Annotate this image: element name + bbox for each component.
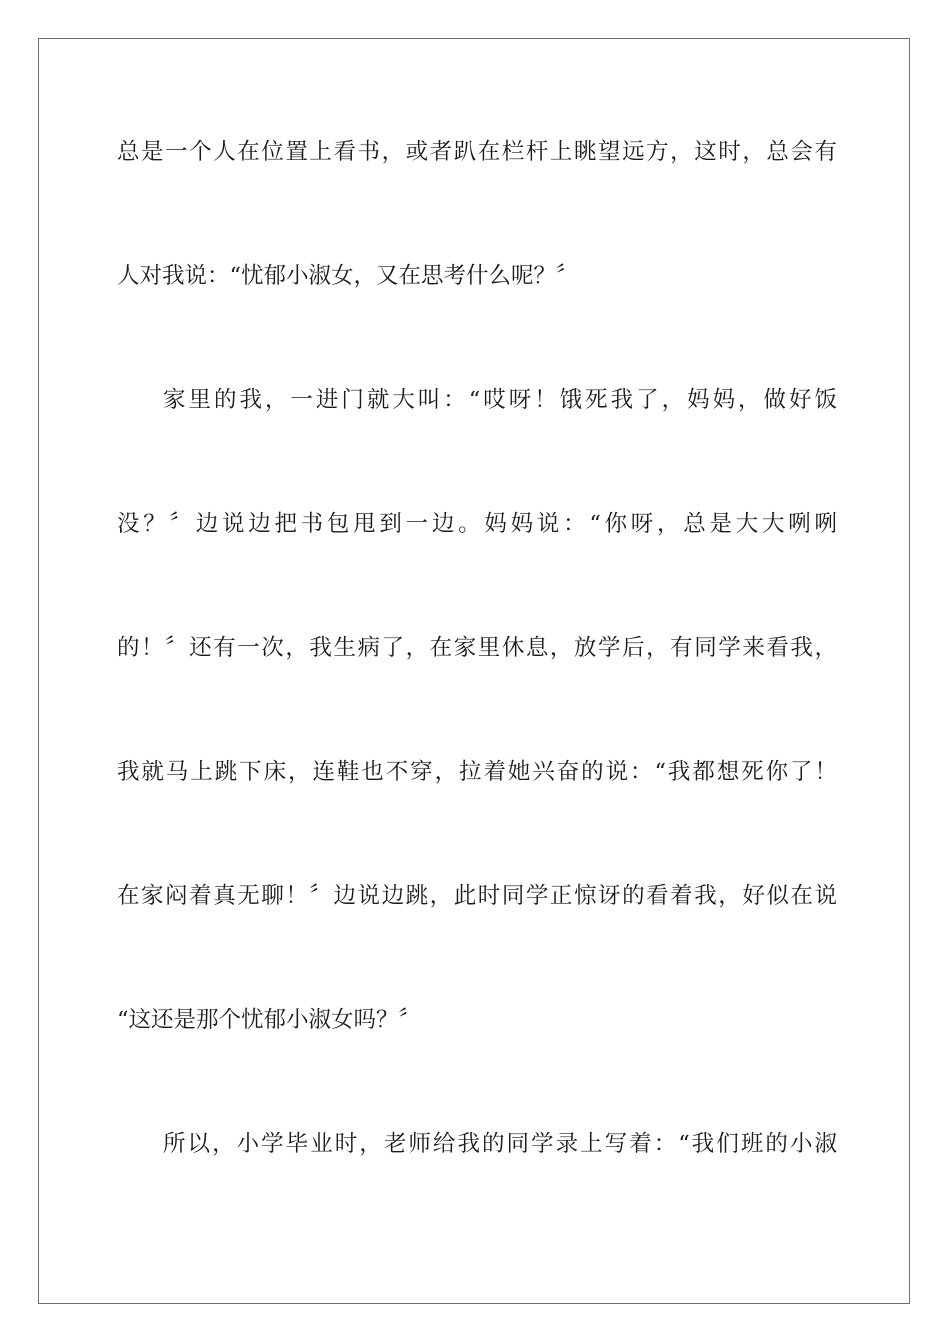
text-line-7: 在家闷着真无聊！〞边说边跳，此时同学正惊讶的看着我，好似在说 — [117, 883, 837, 909]
text-line-8: “这还是那个忧郁小淑女吗？〞 — [117, 1007, 422, 1033]
text-line-6: 我就马上跳下床，连鞋也不穿，拉着她兴奋的说：“我都想死你了！ — [117, 759, 837, 785]
text-line-9: 所以，小学毕业时，老师给我的同学录上写着：“我们班的小淑 — [163, 1131, 837, 1157]
text-line-1: 总是一个人在位置上看书，或者趴在栏杆上眺望远方，这时，总会有 — [117, 139, 837, 165]
text-line-4: 没？〞边说边把书包甩到一边。妈妈说：“你呀，总是大大咧咧 — [117, 511, 837, 537]
page-border — [38, 38, 910, 1304]
text-line-2: 人对我说：“忧郁小淑女，又在思考什么呢？〞 — [117, 263, 579, 289]
text-line-5: 的！〞还有一次，我生病了，在家里休息，放学后，有同学来看我， — [117, 635, 837, 661]
text-line-3: 家里的我，一进门就大叫：“哎呀！饿死我了，妈妈，做好饭 — [163, 387, 837, 413]
